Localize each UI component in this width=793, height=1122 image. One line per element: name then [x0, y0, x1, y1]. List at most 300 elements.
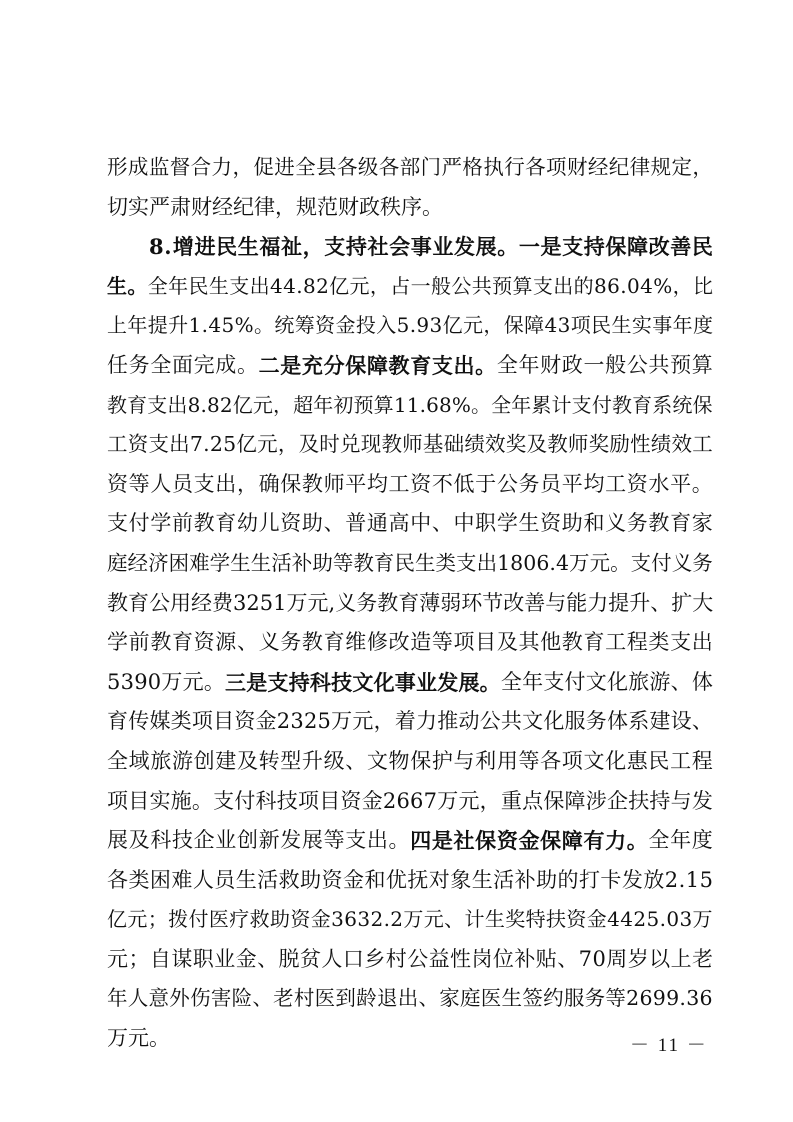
text-char: 旅: [628, 669, 650, 694]
text-char: 、: [345, 748, 367, 773]
text-char: 人: [321, 946, 343, 971]
text-char: 6: [410, 788, 424, 813]
text-char: 育: [373, 550, 395, 575]
text-char: 7: [423, 788, 437, 813]
text-char: 优: [385, 867, 407, 892]
text-char: 律: [254, 194, 275, 219]
text-char: 切: [107, 194, 128, 219]
text-char: 1: [685, 867, 700, 892]
text-char: 打: [578, 867, 600, 892]
text-char: 家: [439, 986, 460, 1011]
text-char: .: [679, 986, 686, 1011]
text-char: 障: [564, 788, 586, 813]
text-char: 3: [233, 590, 247, 615]
text-char: 保: [280, 471, 302, 496]
text-char: 支: [630, 550, 652, 575]
text-char: 施: [170, 788, 192, 813]
text-char: 计: [464, 907, 485, 932]
text-char: 位: [492, 946, 514, 971]
text-char: 能: [566, 590, 588, 615]
text-char: 政: [359, 194, 380, 219]
text-char: 员: [171, 471, 193, 496]
text-char: 教: [547, 432, 568, 457]
text-char: 全: [496, 352, 518, 377]
text-char: 资: [410, 471, 432, 496]
text-char: 支: [107, 511, 128, 536]
text-char: 万: [403, 907, 424, 932]
text-char: 资: [496, 828, 518, 854]
text-line: [107, 504, 713, 544]
text-char: 育: [215, 511, 237, 536]
text-char: 拨: [168, 907, 189, 932]
text-char: 般: [605, 352, 627, 377]
text-char: 占: [390, 273, 411, 298]
text-char: 奖: [505, 907, 526, 932]
text-char: 全: [295, 155, 316, 179]
text-char: 金: [586, 907, 607, 932]
text-char: 低: [453, 471, 475, 496]
text-char: 教: [611, 392, 632, 417]
text-char: 是: [540, 234, 562, 260]
text-char: 支: [345, 828, 367, 853]
text-char: 严: [149, 194, 170, 219]
text-char: 障: [524, 313, 545, 338]
text-char: 业: [432, 234, 454, 260]
text-char: 支: [431, 352, 453, 378]
text-char: 前: [128, 630, 150, 655]
text-char: 展: [107, 828, 128, 853]
text-char: 约: [543, 986, 564, 1011]
text-char: .: [203, 432, 210, 457]
text-char: 障: [366, 352, 388, 378]
text-char: 退: [376, 986, 398, 1011]
text-char: 。: [470, 392, 491, 417]
text-char: 等: [128, 471, 150, 496]
text-char: 和: [583, 511, 605, 536]
text-char: 改: [388, 630, 410, 655]
text-char: 力: [605, 828, 627, 854]
text-char: 平: [670, 471, 692, 496]
text-char: 前: [171, 511, 193, 536]
text-char: 二: [258, 352, 280, 378]
text-char: 维: [345, 630, 367, 655]
text-char: 现: [360, 432, 382, 457]
text-char: 育: [171, 630, 193, 655]
text-char: 预: [353, 392, 374, 417]
text-char: 四: [410, 828, 432, 854]
text-char: 元: [127, 907, 148, 932]
text-char: 经: [191, 590, 212, 615]
text-char: 算: [691, 352, 713, 377]
text-char: ，: [369, 273, 390, 298]
text-char: 万: [569, 550, 590, 575]
text-char: 实: [631, 313, 652, 338]
text-char: 提: [608, 590, 630, 615]
text-char: 升: [301, 748, 323, 773]
text-char: 职: [192, 946, 214, 971]
text-char: 统: [672, 392, 693, 417]
text-char: 工: [605, 471, 627, 496]
text-char: 生: [501, 986, 523, 1011]
text-char: 亿: [329, 273, 350, 298]
text-char: ，: [275, 194, 296, 219]
text-char: 肃: [170, 194, 191, 219]
text-char: 万: [437, 788, 459, 813]
text-char: 型: [280, 748, 302, 773]
text-char: 节: [482, 590, 504, 615]
text-char: 和: [364, 867, 386, 892]
text-char: 金: [235, 946, 257, 971]
text-char: 、: [670, 669, 692, 694]
text-char: 中: [410, 511, 432, 536]
text-char: 修: [366, 630, 388, 655]
text-char: 。: [610, 550, 631, 575]
text-char: 福: [259, 234, 281, 260]
text-char: 医: [314, 986, 336, 1011]
text-char: 部: [399, 155, 421, 179]
text-char: 。: [479, 669, 501, 695]
text-char: 元: [458, 788, 480, 813]
text-char: 生: [611, 313, 632, 338]
text-char: 保: [503, 313, 524, 338]
text-char: 升: [168, 313, 189, 338]
text-char: 教: [150, 630, 172, 655]
text-char: 合: [190, 155, 212, 179]
text-char: 民: [394, 550, 415, 575]
text-char: 、: [691, 709, 713, 734]
text-char: 人: [192, 867, 214, 892]
text-char: 支: [571, 392, 592, 417]
text-char: 新: [258, 828, 280, 853]
text-char: 转: [258, 748, 280, 773]
text-char: 、: [236, 630, 258, 655]
text-char: 资: [315, 313, 336, 338]
text-char: 老: [692, 946, 713, 971]
text-char: 高: [388, 511, 410, 536]
text-char: 2: [390, 907, 404, 932]
text-char: 教: [107, 590, 128, 615]
text-char: 奖: [588, 432, 610, 457]
text-char: 8: [510, 550, 524, 575]
text-char: 程: [691, 748, 713, 773]
text-char: 文: [522, 709, 544, 734]
text-char: 建: [649, 709, 671, 734]
text-char: 保: [543, 788, 565, 813]
text-char: 大: [692, 590, 714, 615]
text-char: 级: [323, 748, 345, 773]
text-char: 薄: [419, 590, 441, 615]
text-char: 医: [480, 986, 502, 1011]
text-char: 化: [543, 709, 565, 734]
text-char: 岗: [471, 946, 493, 971]
text-char: 等: [431, 630, 453, 655]
text-char: 亿: [232, 392, 253, 417]
text-char: 超: [293, 392, 314, 417]
text-char: 支: [456, 550, 477, 575]
text-char: 业: [416, 669, 437, 695]
text-char: 抚: [407, 867, 429, 892]
text-char: 项: [570, 313, 591, 338]
text-char: .: [383, 907, 390, 932]
text-char: 员: [214, 867, 236, 892]
text-char: 困: [168, 550, 190, 575]
text-char: 服: [563, 986, 585, 1011]
text-char: 出: [691, 630, 713, 655]
text-char: 实: [128, 194, 149, 219]
text-char: 7: [189, 432, 203, 457]
text-char: 务: [356, 590, 378, 615]
text-char: 及: [526, 432, 547, 457]
text-char: 类: [435, 550, 456, 575]
text-char: 建: [215, 748, 237, 773]
text-char: 平: [345, 471, 367, 496]
text-char: 重: [500, 788, 522, 813]
text-char: 元: [589, 550, 611, 575]
text-line: [107, 782, 713, 822]
text-char: 县: [316, 155, 337, 179]
text-char: 与: [670, 788, 692, 813]
text-char: 发: [621, 867, 643, 892]
text-char: 8: [206, 392, 220, 417]
text-char: 疗: [229, 907, 250, 932]
text-char: 。: [422, 194, 443, 219]
text-char: 5: [317, 709, 331, 734]
text-char: 游: [171, 748, 193, 773]
text-char: 政: [561, 352, 583, 377]
text-char: 2: [382, 788, 397, 813]
text-char: 出: [453, 352, 475, 378]
text-char: 难: [189, 550, 210, 575]
text-char: 4: [640, 273, 653, 298]
text-char: 支: [193, 471, 215, 496]
text-char: 是: [280, 352, 302, 378]
text-char: 创: [193, 748, 215, 773]
text-char: 类: [170, 709, 192, 734]
text-char: 改: [648, 234, 670, 260]
text-char: 普: [345, 511, 367, 536]
text-char: 年: [670, 828, 692, 853]
text-char: 助: [300, 867, 322, 892]
text-char: .: [678, 867, 686, 892]
text-char: 村: [385, 946, 407, 971]
text-char: 医: [208, 907, 229, 932]
text-char: 育: [583, 630, 605, 655]
text-char: 媒: [149, 709, 171, 734]
text-line: [107, 227, 713, 267]
text-char: 障: [561, 828, 583, 854]
text-char: 8: [594, 273, 607, 298]
text-char: 金: [342, 867, 364, 892]
text-char: 学: [150, 511, 172, 536]
text-char: 生: [471, 867, 493, 892]
text-char: 筹: [294, 313, 315, 338]
text-char: 体: [691, 669, 713, 694]
text-char: 预: [670, 352, 692, 377]
text-char: 活: [271, 550, 292, 575]
text-char: 物: [388, 748, 410, 773]
text-char: 教: [193, 511, 215, 536]
text-char: 进: [194, 234, 216, 260]
text-char: 投: [355, 313, 376, 338]
text-char: 文: [352, 669, 374, 695]
text-char: %: [653, 273, 673, 298]
text-char: 4: [283, 273, 296, 298]
text-char: 力: [211, 155, 233, 179]
text-char: 时: [319, 432, 340, 457]
text-line: [107, 742, 713, 782]
text-char: 项: [107, 788, 128, 813]
text-char: 务: [585, 709, 607, 734]
text-char: 类: [648, 630, 670, 655]
text-char: 全: [150, 352, 172, 377]
text-char: 绩: [650, 432, 672, 457]
text-char: 提: [147, 313, 168, 338]
text-char: 展: [301, 828, 323, 853]
text-char: 生: [208, 273, 229, 298]
text-char: 力: [416, 709, 437, 734]
text-char: 工: [605, 630, 627, 655]
text-char: .: [201, 313, 208, 338]
text-char: 财: [191, 194, 212, 219]
text-char: 算: [373, 392, 394, 417]
text-char: 文: [583, 748, 605, 773]
text-char: 5: [396, 313, 410, 338]
text-char: 1: [393, 392, 407, 417]
text-char: 律: [629, 155, 651, 179]
text-char: 完: [193, 352, 215, 377]
text-char: 兑: [340, 432, 361, 457]
text-char: 出: [553, 273, 574, 298]
text-char: 持: [649, 788, 671, 813]
text-char: 平: [561, 471, 583, 496]
text-char: 等: [518, 748, 540, 773]
text-char: 放: [643, 867, 665, 892]
text-char: 技: [171, 828, 193, 853]
text-char: 年: [127, 313, 148, 338]
text-char: 项: [453, 630, 475, 655]
text-char: 及: [298, 432, 320, 457]
text-char: 规: [296, 194, 317, 219]
text-char: 。: [149, 1026, 170, 1051]
text-char: 化: [605, 748, 627, 773]
text-char: 不: [431, 471, 453, 496]
text-char: 成: [215, 352, 237, 377]
text-char: 支: [267, 669, 289, 695]
text-char: 补: [514, 867, 536, 892]
text-line: [107, 663, 713, 703]
text-char: 行: [504, 155, 525, 179]
text-char: 中: [453, 511, 475, 536]
text-char: 付: [564, 669, 586, 694]
text-char: 出: [169, 432, 190, 457]
text-char: 发: [453, 234, 475, 260]
text-char: 支: [670, 630, 692, 655]
text-char: %: [451, 392, 471, 417]
text-char: 1: [188, 313, 202, 338]
text-char: 系: [652, 392, 673, 417]
text-char: 6: [607, 273, 620, 298]
text-char: 。: [626, 828, 648, 854]
text-char: 1: [406, 392, 420, 417]
text-char: 特: [525, 907, 546, 932]
text-char: 险: [231, 986, 253, 1011]
text-line: [107, 346, 713, 386]
text-char: 促: [253, 155, 274, 179]
text-char: 经: [587, 155, 609, 179]
text-char: 推: [437, 709, 459, 734]
text-char: 教: [353, 550, 374, 575]
text-char: 计: [551, 392, 572, 417]
text-char: 、: [323, 511, 345, 536]
text-char: 育: [632, 392, 653, 417]
text-char: 民: [648, 748, 670, 773]
text-char: 全: [491, 392, 512, 417]
text-char: 服: [564, 709, 586, 734]
text-char: 5: [107, 669, 121, 694]
text-char: 水: [648, 471, 670, 496]
text-char: 支: [324, 234, 346, 260]
text-char: 5: [223, 432, 237, 457]
text-char: 补: [514, 946, 536, 971]
text-char: 元: [307, 590, 329, 615]
text-char: 2: [209, 432, 223, 457]
text-char: 补: [291, 550, 313, 575]
text-char: .: [549, 550, 556, 575]
text-char: 5: [699, 867, 713, 892]
text-char: 付: [591, 392, 612, 417]
text-char: 目: [475, 630, 497, 655]
text-char: 保: [475, 828, 497, 854]
text-line: [107, 623, 713, 663]
text-char: 2: [626, 986, 640, 1011]
text-char: 师: [567, 432, 589, 457]
text-char: 文: [585, 669, 607, 694]
text-char: ，: [302, 234, 324, 260]
text-char: 程: [626, 630, 648, 655]
text-char: .: [620, 273, 627, 298]
text-char: 助: [270, 907, 290, 932]
text-char: 公: [479, 709, 501, 734]
text-char: 务: [128, 352, 150, 377]
text-char: ，: [479, 788, 501, 813]
text-char: 龄: [356, 986, 377, 1011]
text-char: 付: [188, 907, 209, 932]
text-char: 资: [280, 511, 302, 536]
text-char: 各: [336, 155, 358, 179]
text-char: 资: [626, 471, 648, 496]
text-char: 。: [475, 352, 497, 378]
text-char: 贴: [535, 946, 557, 971]
text-char: 出: [249, 273, 270, 298]
text-char: 级: [357, 155, 379, 179]
text-char: 的: [573, 273, 594, 298]
text-char: 师: [402, 432, 423, 457]
text-char: 救: [249, 907, 270, 932]
text-char: 卡: [600, 867, 622, 892]
text-char: 生: [107, 273, 127, 298]
text-char: 3: [679, 907, 693, 932]
text-char: 0: [523, 550, 537, 575]
text-char: 善: [524, 590, 546, 615]
text-char: 付: [651, 550, 672, 575]
text-char: ；: [147, 907, 168, 932]
text-char: 算: [512, 273, 533, 298]
text-char: 工: [670, 748, 692, 773]
body-text: [107, 148, 713, 1059]
text-char: 脱: [278, 946, 300, 971]
text-char: 务: [518, 471, 540, 496]
text-char: 一: [518, 234, 540, 260]
